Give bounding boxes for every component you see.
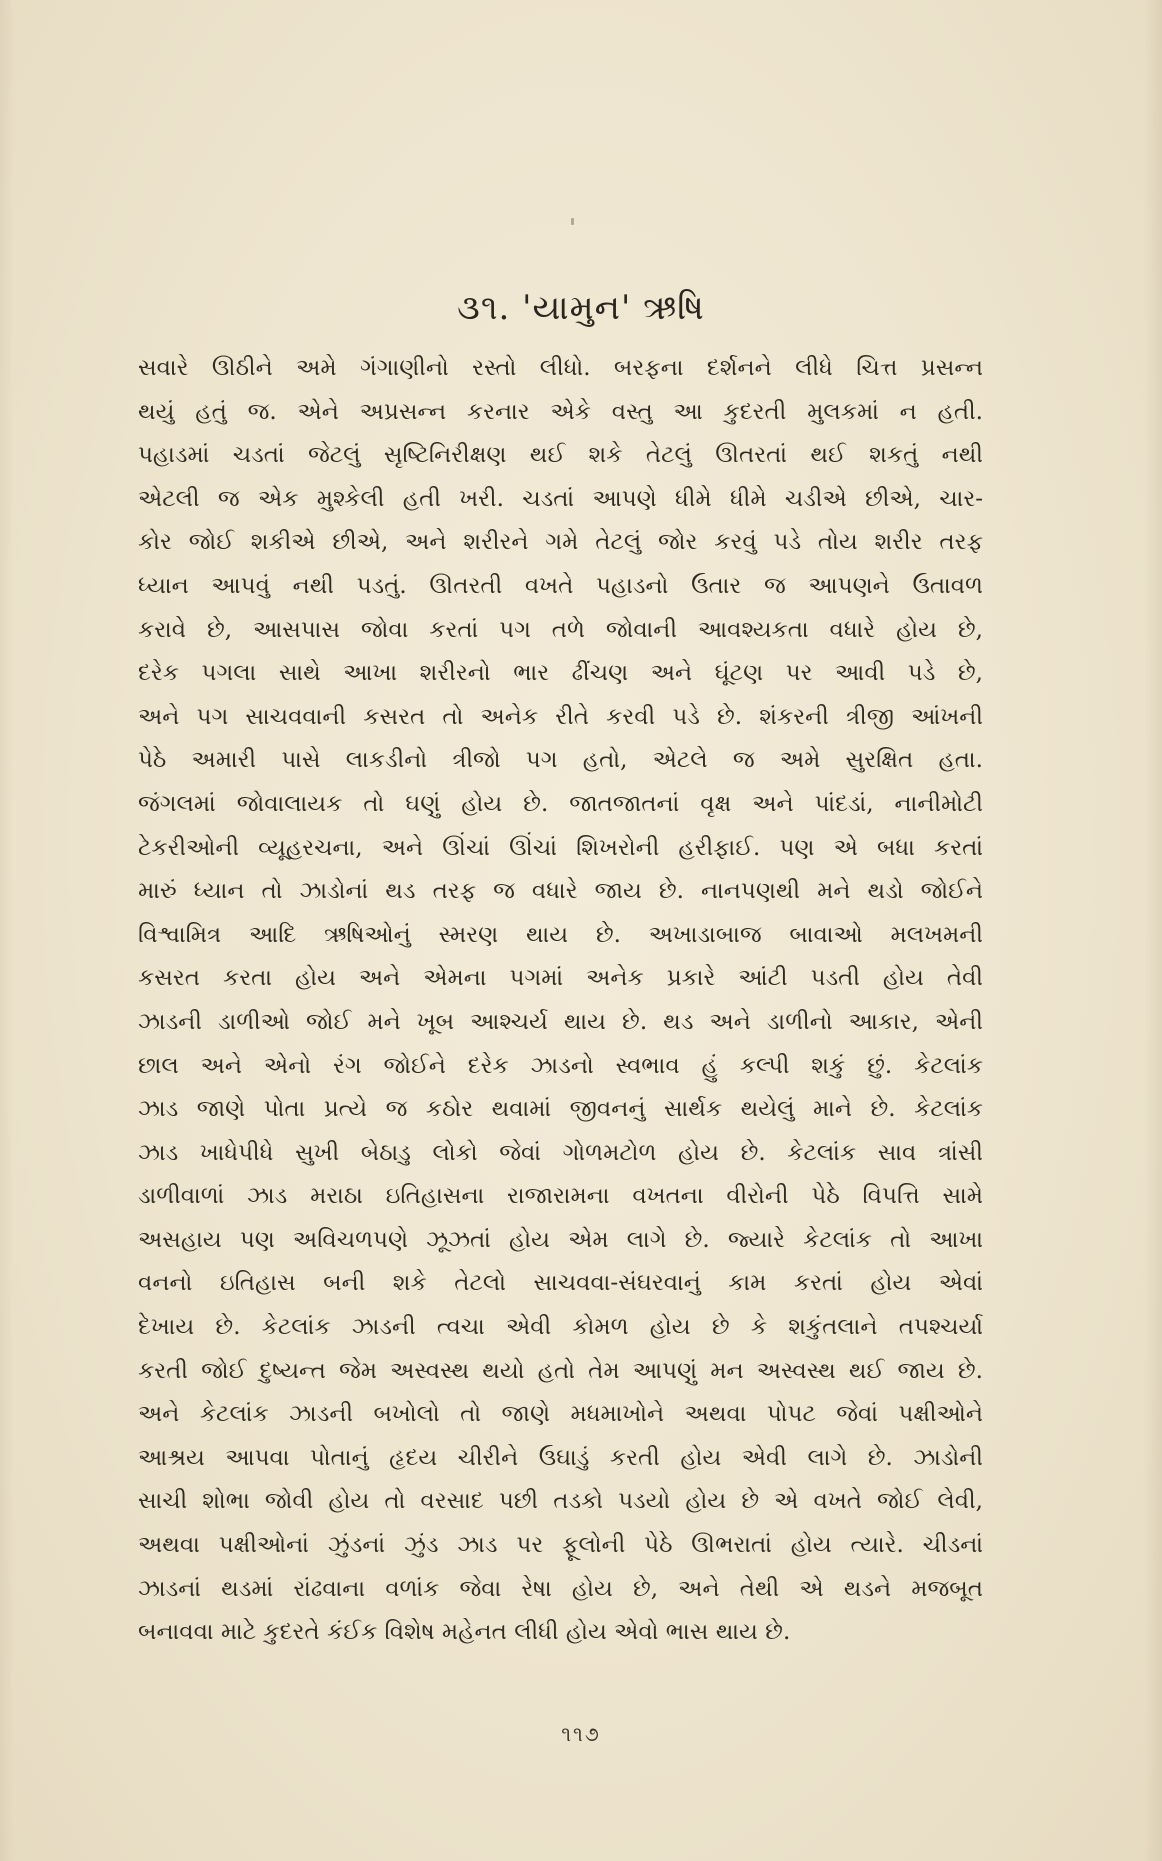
text-line: ટેકરીઓની વ્યૂહરચના, અને ઊંચાં ઊંચાં શિખરોની હરીફાઈ. પણ એ બધા કરતાં <box>138 834 983 861</box>
text-line: જંગલમાં જોવાલાયક તો ઘણું હોય છે. જાતજાતનાં વૃક્ષ અને પાંદડાં, નાનીમોટી <box>138 790 983 817</box>
text-line: બનાવવા માટે કુદરતે કંઈક વિશેષ મહેનત લીધી હોય એવો ભાસ થાય છે. <box>138 1619 791 1646</box>
text-line: અને કેટલાંક ઝાડની બખોલો તો જાણે મધમાખોને અથવા પોપટ જેવાં પક્ષીઓને <box>138 1401 983 1428</box>
text-line: અસહાય પણ અવિચળપણે ઝૂઝતાં હોય એમ લાગે છે. જ્યારે કેટલાંક તો આખા <box>138 1226 983 1253</box>
text-line: દરેક પગલા સાથે આખા શરીરનો ભાર ઢીંચણ અને ઘૂંટણ પર આવી પડે છે, <box>138 660 983 687</box>
text-line: વિશ્વામિત્ર આદિ ઋષિઓનું સ્મરણ થાય છે. અખાડાબાજ બાવાઓ મલખમની <box>138 921 983 948</box>
text-line: ધ્યાન આપવું નથી પડતું. ઊતરતી વખતે પહાડનો ઉતાર જ આપણને ઉતાવળ <box>138 572 983 599</box>
text-line: સાચી શોભા જોવી હોય તો વરસાદ પછી તડકો પડયો હોય છે એ વખતે જોઈ લેવી, <box>138 1488 983 1515</box>
text-line: થયું હતું જ. એને અપ્રસન્ન કરનાર એકે વસ્તુ આ કુદરતી મુલકમાં ન હતી. <box>138 398 983 425</box>
ink-speck <box>571 218 574 225</box>
text-line: ઝાડનાં થડમાં રાંઢવાના વળાંક જેવા રેષા હોય છે, અને તેથી એ થડને મજબૂત <box>138 1575 983 1602</box>
text-line: પહાડમાં ચડતાં જેટલું સૃષ્ટિનિરીક્ષણ થઈ શકે તેટલું ઊતરતાં થઈ શકતું નથી <box>138 442 983 469</box>
text-line: ઝાડ જાણે પોતા પ્રત્યે જ કઠોર થવામાં જીવનનું સાર્થક થયેલું માને છે. કેટલાંક <box>138 1096 983 1123</box>
text-line: ઝાડની ડાળીઓ જોઈ મને ખૂબ આશ્ચર્ય થાય છે. થડ અને ડાળીનો આકાર, એની <box>138 1008 983 1035</box>
text-line: વનનો ઇતિહાસ બની શકે તેટલો સાચવવા-સંઘરવાનું કામ કરતાં હોય એવાં <box>138 1270 983 1297</box>
page-right-shadow <box>1144 0 1162 1861</box>
text-line: પેઠે અમારી પાસે લાકડીનો ત્રીજો પગ હતો, એટલે જ અમે સુરક્ષિત હતા. <box>138 747 983 774</box>
text-line: કસરત કરતા હોય અને એમના પગમાં અનેક પ્રકારે આંટી પડતી હોય તેવી <box>138 965 983 992</box>
text-line: મારું ધ્યાન તો ઝાડોનાં થડ તરફ જ વધારે જાય છે. નાનપણથી મને થડો જોઈને <box>138 878 983 905</box>
page-number: ૧૧૭ <box>561 1722 601 1746</box>
text-line: સવારે ઊઠીને અમે ગંગાણીનો રસ્તો લીધો. બરફના દર્શનને લીધે ચિત્ત પ્રસન્ન <box>138 355 983 381</box>
chapter-title: ૩૧. 'યામુન' ઋષિ <box>457 288 705 328</box>
text-line: કોર જોઈ શકીએ છીએ, અને શરીરને ગમે તેટલું જોર કરવું પડે તોય શરીર તરફ <box>138 529 983 556</box>
page-left-shadow <box>0 0 14 1861</box>
text-line: કરાવે છે, આસપાસ જોવા કરતાં પગ તળે જોવાની આવશ્યકતા વધારે હોય છે, <box>138 616 983 643</box>
text-line: અને પગ સાચવવાની કસરત તો અનેક રીતે કરવી પડે છે. શંકરની ત્રીજી આંખની <box>138 703 983 730</box>
text-line: દેખાય છે. કેટલાંક ઝાડની ત્વચા એવી કોમળ હોય છે કે શકુંતલાને તપશ્ચર્યા <box>138 1314 983 1341</box>
text-line: અથવા પક્ષીઓનાં ઝુંડનાં ઝુંડ ઝાડ પર ફૂલોની પેઠે ઊભરાતાં હોય ત્યારે. ચીડનાં <box>138 1532 983 1559</box>
body-paragraph <box>138 347 983 1655</box>
text-line: આશ્રય આપવા પોતાનું હૃદય ચીરીને ઉઘાડું કરતી હોય એવી લાગે છે. ઝાડોની <box>138 1444 983 1471</box>
text-line: છાલ અને એનો રંગ જોઈને દરેક ઝાડનો સ્વભાવ હું કલ્પી શકું છું. કેટલાંક <box>138 1052 983 1079</box>
text-line: ઝાડ ખાધેપીધે સુખી બેઠાડુ લોકો જેવાં ગોળમટોળ હોય છે. કેટલાંક સાવ ત્રાંસી <box>138 1139 983 1166</box>
text-line: એટલી જ એક મુશ્કેલી હતી ખરી. ચડતાં આપણે ધીમે ધીમે ચડીએ છીએ, ચાર- <box>138 485 983 512</box>
text-line: ડાળીવાળાં ઝાડ મરાઠા ઇતિહાસના રાજારામના વખતના વીરોની પેઠે વિપત્તિ સામે <box>138 1183 983 1210</box>
text-line: કરતી જોઈ દુષ્યન્ત જેમ અસ્વસ્થ થયો હતો તેમ આપણું મન અસ્વસ્થ થઈ જાય છે. <box>138 1357 983 1384</box>
